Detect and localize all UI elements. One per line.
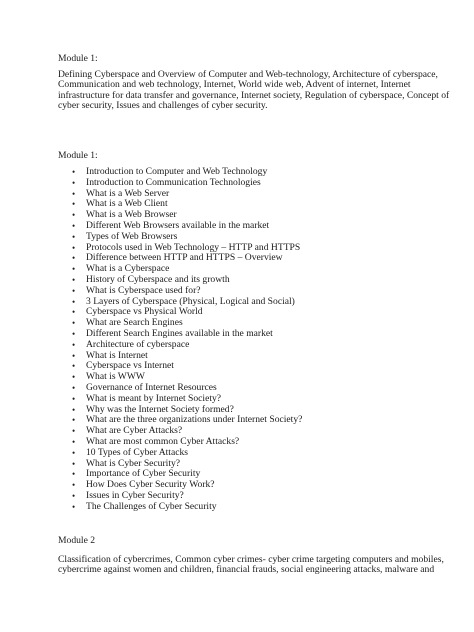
list-item-text: The Challenges of Cyber Security bbox=[86, 500, 217, 512]
bullet-icon: • bbox=[72, 436, 76, 447]
bullet-icon: • bbox=[72, 188, 76, 199]
bullet-icon: • bbox=[72, 393, 76, 404]
bullet-icon: • bbox=[72, 490, 76, 501]
list-item-text: Different Search Engines available in the market bbox=[86, 327, 273, 339]
list-item-text: Issues in Cyber Security? bbox=[86, 489, 184, 501]
list-item-text: What are Search Engines bbox=[86, 317, 183, 329]
list-item-text: What is WWW bbox=[86, 371, 145, 383]
paragraph-line: Communication and web technology, Internet, World wide web, Advent of internet, Internet bbox=[58, 79, 411, 91]
list-item-text: What is Cyberspace used for? bbox=[86, 284, 201, 296]
bullet-icon: • bbox=[72, 199, 76, 210]
list-item-text: What are the three organizations under Internet Society? bbox=[86, 414, 303, 426]
bullet-icon: • bbox=[72, 231, 76, 242]
bullet-icon: • bbox=[72, 296, 76, 307]
paragraph-line: Classification of cybercrimes, Common cyber crimes- cyber crime targeting computers and mobiles, bbox=[58, 554, 444, 565]
bullet-icon: • bbox=[72, 274, 76, 285]
bullet-icon: • bbox=[72, 480, 76, 491]
bullet-icon: • bbox=[72, 404, 76, 415]
bullet-icon: • bbox=[72, 264, 76, 275]
bullet-icon: • bbox=[72, 501, 76, 512]
list-item-text: Introduction to Computer and Web Technology bbox=[86, 166, 268, 177]
bullet-icon: • bbox=[72, 458, 76, 469]
list-item-text: 10 Types of Cyber Attacks bbox=[86, 446, 189, 458]
list-item-text: Cyberspace vs Internet bbox=[86, 360, 174, 372]
list-item-text: What is a Web Server bbox=[86, 187, 170, 199]
bullet-icon: • bbox=[72, 382, 76, 393]
bullet-icon: • bbox=[72, 361, 76, 372]
list-item-text: Difference between HTTP and HTTPS – Overview bbox=[86, 252, 283, 264]
bullet-icon: • bbox=[72, 318, 76, 329]
paragraph-line: cyber security, Issues and challenges of cyber security. bbox=[58, 99, 268, 111]
bullet-icon: • bbox=[72, 426, 76, 437]
module2-heading: Module 2 bbox=[58, 535, 96, 546]
list-item-text: Cyberspace vs Physical World bbox=[86, 306, 203, 318]
list-item-text: What are most common Cyber Attacks? bbox=[86, 435, 240, 447]
bullet-icon: • bbox=[72, 350, 76, 361]
bullet-icon: • bbox=[72, 220, 76, 231]
list-item-text: History of Cyberspace and its growth bbox=[86, 273, 230, 285]
list-item-text: What is a Cyberspace bbox=[86, 263, 170, 275]
list-item-text: Types of Web Browsers bbox=[86, 230, 178, 242]
module1-intro-heading: Module 1: bbox=[58, 53, 98, 64]
list-item-text: What is a Web Browser bbox=[86, 209, 177, 221]
paragraph-line: Defining Cyberspace and Overview of Computer and Web-technology, Architecture of cyberspace, bbox=[58, 69, 438, 80]
bullet-icon: • bbox=[72, 177, 76, 188]
bullet-icon: • bbox=[72, 415, 76, 426]
bullet-icon: • bbox=[72, 447, 76, 458]
bullet-icon: • bbox=[72, 167, 76, 177]
list-item-text: What is Cyber Security? bbox=[86, 457, 181, 469]
list-item-text: Why was the Internet Society formed? bbox=[86, 403, 234, 415]
list-item-text: What is a Web Client bbox=[86, 198, 168, 210]
list-item-text: Protocols used in Web Technology – HTTP and HTTPS bbox=[86, 241, 301, 253]
paragraph-line: infrastructure for data transfer and governance, Internet society, Regulation of cyberspace, Concept of bbox=[58, 89, 450, 101]
list-item-text: Architecture of cyberspace bbox=[86, 338, 190, 350]
bullet-icon: • bbox=[72, 339, 76, 350]
module2-paragraph bbox=[58, 554, 444, 576]
list-item-text: What is meant by Internet Society? bbox=[86, 392, 222, 404]
list-item-text: Different Web Browsers available in the market bbox=[86, 219, 270, 231]
list-item-text: What are Cyber Attacks? bbox=[86, 425, 183, 437]
bullet-icon: • bbox=[72, 328, 76, 339]
module1-topic-list bbox=[58, 167, 302, 513]
bullet-icon: • bbox=[72, 242, 76, 253]
paragraph-line: cybercrime against women and children, financial frauds, social engineering attacks, malware and bbox=[58, 564, 435, 576]
bullet-icon: • bbox=[72, 210, 76, 221]
bullet-icon: • bbox=[72, 372, 76, 383]
list-item-text: Introduction to Communication Technologies bbox=[86, 176, 261, 188]
bullet-icon: • bbox=[72, 253, 76, 264]
module1-topics-heading: Module 1: bbox=[58, 150, 98, 161]
list-item bbox=[58, 502, 302, 513]
bullet-icon: • bbox=[72, 469, 76, 480]
list-item-text: Governance of Internet Resources bbox=[86, 381, 217, 393]
module1-intro-paragraph bbox=[58, 69, 450, 111]
bullet-icon: • bbox=[72, 307, 76, 318]
bullet-icon: • bbox=[72, 285, 76, 296]
list-item-text: How Does Cyber Security Work? bbox=[86, 479, 215, 491]
list-item-text: 3 Layers of Cyberspace (Physical, Logical and Social) bbox=[86, 295, 295, 307]
list-item-text: Importance of Cyber Security bbox=[86, 468, 201, 480]
list-item-text: What is Internet bbox=[86, 349, 148, 361]
